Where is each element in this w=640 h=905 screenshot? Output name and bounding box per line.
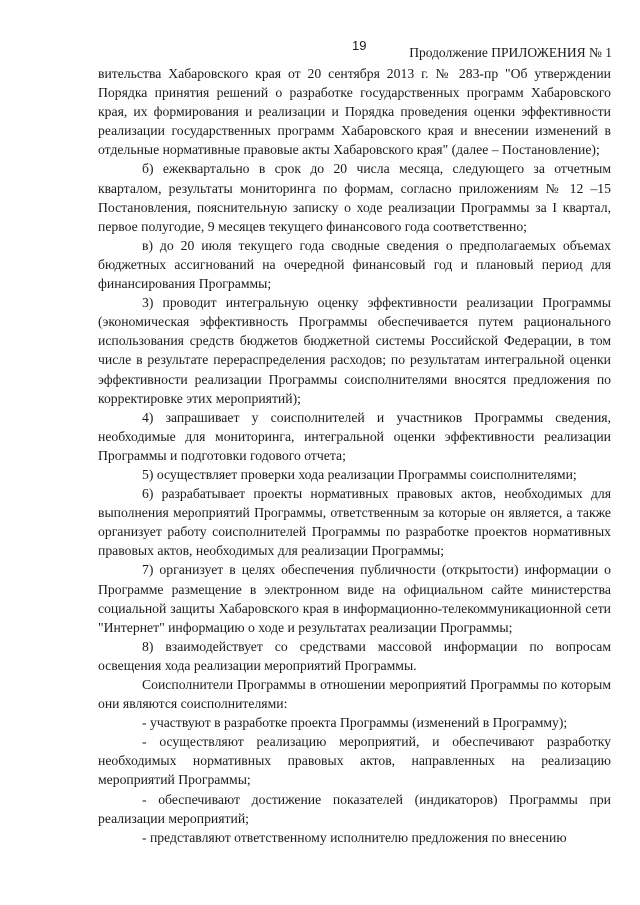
document-body — [98, 64, 611, 847]
paragraph: 5) осуществляет проверки хода реализации Программы соисполнителями; — [142, 466, 577, 482]
paragraph: 8) взаимодействует со средствами массовой информации по вопросам освещения хода реализации мероприятий Программы. — [98, 638, 611, 673]
list-item: - осуществляют реализацию мероприятий, и обеспечивают разработку необходимых нормативных правовых актов, направленных на реализацию мероприятий Программы; — [98, 734, 611, 788]
paragraph: б) ежеквартально в срок до 20 числа месяца, следующего за отчетным кварталом, результаты мониторинга по формам, согласно приложениям № 12 –15 Постановления, пояснительную записку о ходе реализации Программы за I квартал, первое полугодие, 9 месяцев текущего финансового года соответственно; — [98, 161, 611, 234]
list-item: - обеспечивают достижение показателей (индикаторов) Программы при реализации мероприятий; — [98, 791, 611, 826]
paragraph: 6) разрабатывает проекты нормативных правовых актов, необходимых для выполнения мероприятий Программы, ответственным за которые он является, а также организует работу соисполнителей Программы по разработке проектов нормативных правовых актов, необходимых для реализации Программы; — [98, 486, 611, 559]
appendix-continuation-label: Продолжение ПРИЛОЖЕНИЯ № 1 — [409, 45, 612, 60]
paragraph: 3) проводит интегральную оценку эффективности реализации Программы (экономическая эффективность Программы обеспечивается путем рационального использования средств бюджетов бюджетной системы Российской Федерации, в том числе в результате перераспределения расходов; по результатам интегральной оценки эффективности реализации Программы соисполнителями вносятся предложения по корректировке этих мероприятий); — [98, 295, 611, 406]
paragraph: в) до 20 июля текущего года сводные сведения о предполагаемых объемах бюджетных ассигнований на очередной финансовый год и плановый период для финансирования Программы; — [98, 237, 611, 292]
list-item: - участвуют в разработке проекта Программы (изменений в Программу); — [142, 715, 568, 731]
paragraph: 4) запрашивает у соисполнителей и участников Программы сведения, необходимые для мониторинга, интегральной оценки эффективности реализации Программы и подготовки годового отчета; — [98, 409, 611, 463]
page-number: 19 — [352, 38, 367, 53]
paragraph: 7) организует в целях обеспечения публичности (открытости) информации о Программе размещение в электронном виде на официальном сайте министерства социальной защиты Хабаровского края в информационно-телекоммуникационной сети "Интернет" информацию о ходе и результатах реализации Программы; — [98, 562, 611, 635]
paragraph: вительства Хабаровского края от 20 сентября 2013 г. № 283-пр "Об утверждении Порядка принятия решений о разработке государственных программ Хабаровского края, их формирования и реализации и Порядка проведения оценки эффективности реализации государственных программ Хабаровского края и внесении изменений в отдельные нормативные правовые акты Хабаровского края" (далее – Постановление); — [98, 66, 611, 158]
paragraph: Соисполнители Программы в отношении мероприятий Программы по которым они являются соисполнителями: — [98, 677, 611, 712]
list-item: - представляют ответственному исполнителю предложения по внесению — [142, 829, 567, 845]
